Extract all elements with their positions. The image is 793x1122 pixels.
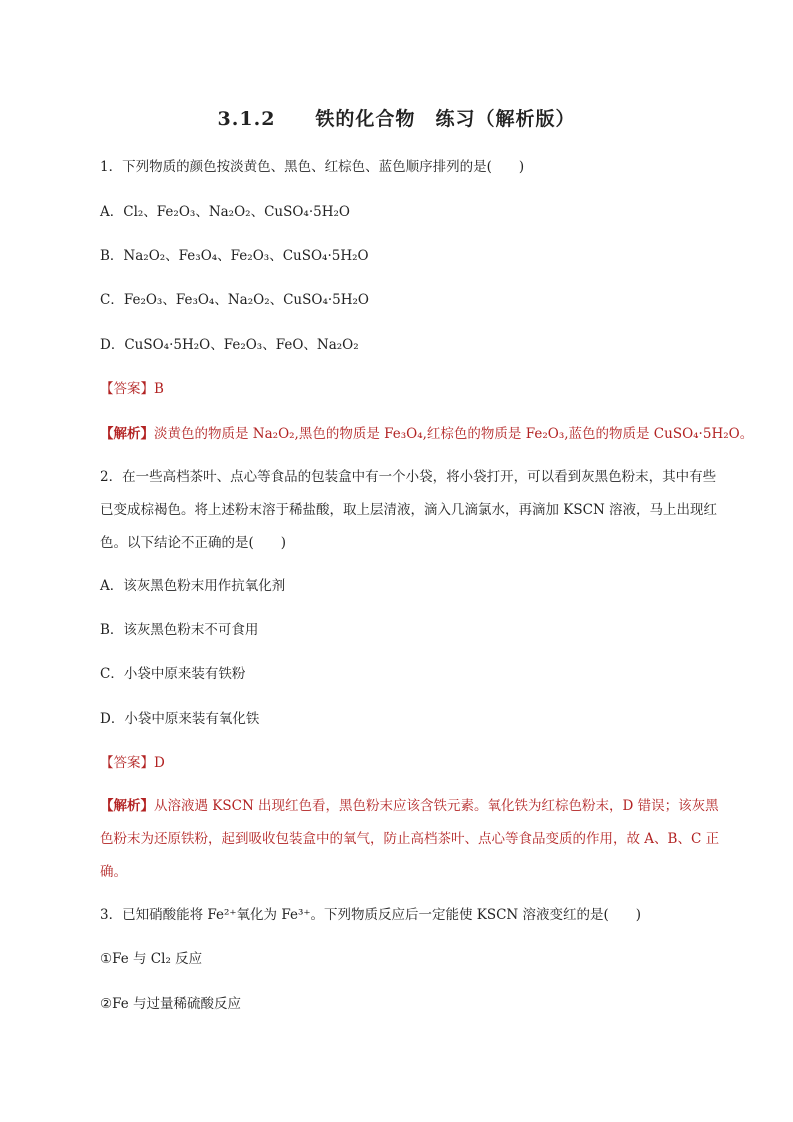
- question-2-analysis: [100, 790, 725, 889]
- question-1-option-c: C．Fe₂O₃、Fe₃O₄、Na₂O₂、CuSO₄·5H₂O: [100, 292, 369, 308]
- question-2-answer: 【答案】D: [100, 755, 165, 771]
- question-1-analysis: [100, 425, 754, 443]
- question-2-stem: 2．在一些高档茶叶、点心等食品的包装盒中有一个小袋，将小袋打开，可以看到灰黑色粉末，其中有些已变成棕褐色。将上述粉末溶于稀盐酸，取上层清液，滴入几滴氯水，再滴加 KSCN 溶液，马上出现红色。以下结论不正确的是( ): [100, 469, 718, 551]
- question-1-stem: 1．下列物质的颜色按淡黄色、黑色、红棕色、蓝色顺序排列的是( ): [100, 159, 525, 175]
- question-2-option-b: B．该灰黑色粉末不可食用: [100, 622, 259, 638]
- question-2-option-d: D．小袋中原来装有氧化铁: [100, 711, 260, 727]
- question-1-option-a: A．Cl₂、Fe₂O₃、Na₂O₂、CuSO₄·5H₂O: [100, 204, 350, 220]
- analysis-text: 淡黄色的物质是 Na₂O₂,黑色的物质是 Fe₃O₄,红棕色的物质是 Fe₂O₃,蓝色的物质是 CuSO₄·5H₂O。: [154, 426, 754, 442]
- page-title: 3.1.2 铁的化合物 练习（解析版）: [217, 108, 576, 130]
- question-2-option-a: A．该灰黑色粉末用作抗氧化剂: [100, 578, 286, 594]
- analysis-label: 【解析】: [100, 426, 154, 442]
- question-1-option-d: D．CuSO₄·5H₂O、Fe₂O₃、FeO、Na₂O₂: [100, 337, 359, 353]
- question-1-option-b: B．Na₂O₂、Fe₃O₄、Fe₂O₃、CuSO₄·5H₂O: [100, 248, 369, 264]
- question-2-option-c: C．小袋中原来装有铁粉: [100, 666, 246, 682]
- question-3-item-1: ①Fe 与 Cl₂ 反应: [100, 951, 203, 967]
- analysis-label: 【解析】: [100, 798, 154, 814]
- question-3-stem: 3．已知硝酸能将 Fe²⁺氧化为 Fe³⁺。下列物质反应后一定能使 KSCN 溶液变红的是( ): [100, 907, 642, 923]
- analysis-text: 从溶液遇 KSCN 出现红色看，黑色粉末应该含铁元素。氧化铁为红棕色粉末，D 错误；该灰黑色粉末为还原铁粉，起到吸收包装盒中的氧气，防止高档茶叶、点心等食品变质的作用，故 A、B、C 正确。: [100, 798, 720, 880]
- question-3-item-2: ②Fe 与过量稀硫酸反应: [100, 996, 242, 1012]
- question-1-answer: 【答案】B: [100, 381, 164, 397]
